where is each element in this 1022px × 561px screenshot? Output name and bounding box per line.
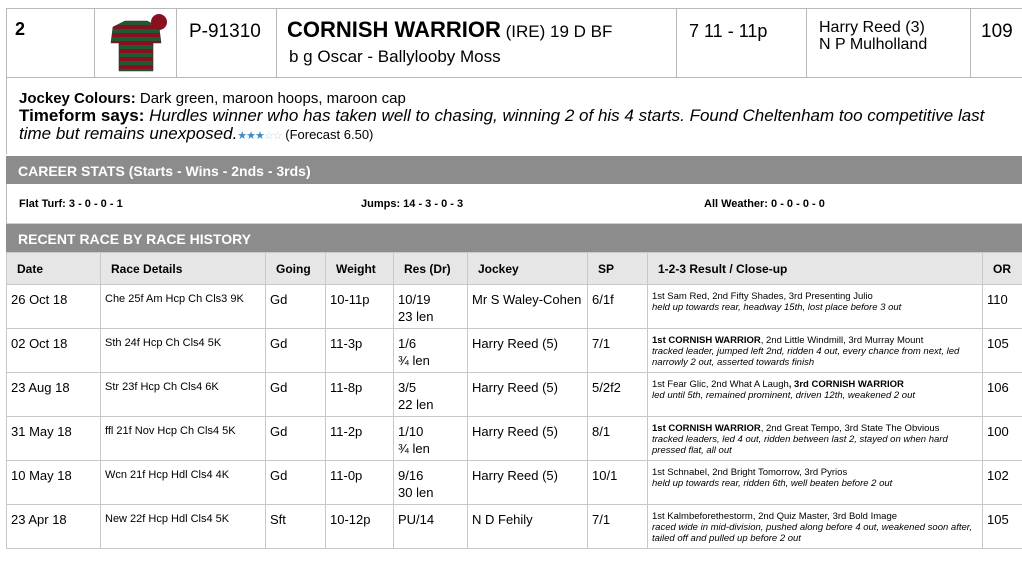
table-row <box>7 373 1022 417</box>
star-rating-icon <box>237 130 281 142</box>
jockey-silks-icon <box>103 13 169 73</box>
table-header-row <box>7 253 1022 285</box>
race-date: 23 Aug 18 <box>7 373 101 417</box>
race-date: 02 Oct 18 <box>7 329 101 373</box>
stat-flat-turf: Flat Turf: 3 - 0 - 0 - 1 <box>19 198 123 210</box>
race-details[interactable]: Wcn 21f Hcp Hdl Cls4 4K <box>101 461 266 505</box>
race-details[interactable]: Str 23f Hcp Ch Cls4 6K <box>101 373 266 417</box>
race-sp: 10/1 <box>588 461 648 505</box>
race-distance: ¾ len <box>398 353 430 368</box>
table-row <box>7 329 1022 373</box>
table-row <box>7 417 1022 461</box>
result-text-a: 1st Schnabel, 2nd Bright Tomorrow, 3rd Pyrios <box>652 467 848 478</box>
stars-on: ★★★ <box>237 130 264 142</box>
race-distance: 22 len <box>398 397 434 412</box>
trainer-name[interactable]: N P Mulholland <box>819 36 928 53</box>
race-jockey: Harry Reed (5) <box>468 329 588 373</box>
race-going: Gd <box>266 329 326 373</box>
race-position: 1/10 <box>398 424 424 439</box>
race-details[interactable]: New 22f Hcp Hdl Cls4 5K <box>101 505 266 549</box>
race-date: 10 May 18 <box>7 461 101 505</box>
race-going: Gd <box>266 417 326 461</box>
race-or: 105 <box>983 505 1022 549</box>
jockey-colours <box>19 90 406 107</box>
race-history-table <box>6 252 1022 549</box>
colours-value: Dark green, maroon hoops, maroon cap <box>135 90 406 107</box>
jockey-name[interactable]: Harry Reed (3) <box>819 19 925 36</box>
race-position: 10/19 <box>398 292 431 307</box>
race-result <box>394 461 468 505</box>
col-weight: Weight <box>326 253 394 285</box>
result-highlight: 1st CORNISH WARRIOR <box>652 335 761 346</box>
race-sp: 8/1 <box>588 417 648 461</box>
result-highlight: 1st CORNISH WARRIOR <box>652 423 761 434</box>
stat-all-weather: All Weather: 0 - 0 - 0 - 0 <box>704 198 825 210</box>
colours-label: Jockey Colours: <box>19 90 136 107</box>
table-row <box>7 285 1022 329</box>
race-weight: 11-2p <box>326 417 394 461</box>
silk-cell <box>95 9 177 77</box>
result-highlight: , 3rd CORNISH WARRIOR <box>788 379 904 390</box>
race-sp: 6/1f <box>588 285 648 329</box>
form-cell <box>177 9 277 77</box>
race-details[interactable]: Che 25f Am Hcp Ch Cls3 9K <box>101 285 266 329</box>
race-sp: 7/1 <box>588 329 648 373</box>
result-placings <box>652 511 978 522</box>
race-jockey: Mr S Waley-Cohen <box>468 285 588 329</box>
stars-off: ☆☆ <box>263 130 282 142</box>
stat-jumps: Jumps: 14 - 3 - 0 - 3 <box>361 198 464 210</box>
race-going: Gd <box>266 373 326 417</box>
race-closeup <box>648 417 983 461</box>
result-text-a: 1st Kalmbeforethestorm, 2nd Quiz Master, 3rd Bold Image <box>652 511 898 522</box>
result-placings <box>652 423 978 434</box>
official-rating: 109 <box>981 21 1013 42</box>
age-weight: 7 11 - 11p <box>689 21 768 41</box>
rating-cell <box>971 9 1022 77</box>
race-jockey: N D Fehily <box>468 505 588 549</box>
race-result <box>394 285 468 329</box>
result-text-b: , 2nd Little Windmill, 3rd Murray Mount <box>760 335 924 346</box>
result-placings <box>652 379 978 390</box>
col-result: Res (Dr) <box>394 253 468 285</box>
col-race-details: Race Details <box>101 253 266 285</box>
race-position: PU/14 <box>398 512 435 527</box>
race-weight: 10-12p <box>326 505 394 549</box>
result-text-a: 1st Fear Glic, 2nd What A Laugh <box>652 379 789 390</box>
race-result <box>394 417 468 461</box>
race-weight: 10-11p <box>326 285 394 329</box>
race-details[interactable]: ffl 21f Nov Hcp Ch Cls4 5K <box>101 417 266 461</box>
race-sp: 5/2f2 <box>588 373 648 417</box>
race-jockey: Harry Reed (5) <box>468 373 588 417</box>
closeup-comment: held up towards rear, headway 15th, lost place before 3 out <box>652 302 902 313</box>
race-going: Gd <box>266 461 326 505</box>
race-or: 102 <box>983 461 1022 505</box>
race-date: 26 Oct 18 <box>7 285 101 329</box>
race-closeup <box>648 461 983 505</box>
race-or: 106 <box>983 373 1022 417</box>
race-or: 110 <box>983 285 1022 329</box>
col-going: Going <box>266 253 326 285</box>
race-distance: 23 len <box>398 309 434 324</box>
closeup-comment: held up towards rear, ridden 6th, well beaten before 2 out <box>652 478 893 489</box>
col-jockey: Jockey <box>468 253 588 285</box>
runner-info <box>6 78 1022 154</box>
race-closeup <box>648 505 983 549</box>
timeform-text: Hurdles winner who has taken well to chasing, winning 2 of his 4 starts. Found Cheltenham too competitive last time but remains unexposed. <box>19 106 985 143</box>
race-position: 9/16 <box>398 468 424 483</box>
col-or: OR <box>983 253 1022 285</box>
result-placings <box>652 335 978 346</box>
form-figures: P-91310 <box>189 21 261 42</box>
result-placings <box>652 467 978 478</box>
race-result <box>394 505 468 549</box>
race-position: 3/5 <box>398 380 417 395</box>
race-closeup <box>648 329 983 373</box>
closeup-comment: raced wide in mid-division, pushed along before 4 out, weakened soon after, tailed off and pulled up before 2 out <box>652 522 973 544</box>
runner-header <box>6 8 1022 78</box>
table-row <box>7 505 1022 549</box>
race-history-header: RECENT RACE BY RACE HISTORY <box>6 224 1022 252</box>
race-jockey: Harry Reed (5) <box>468 417 588 461</box>
runner-number: 2 <box>15 19 26 39</box>
col-date: Date <box>7 253 101 285</box>
jockey-trainer-cell <box>807 9 971 77</box>
table-row <box>7 461 1022 505</box>
horse-name[interactable]: CORNISH WARRIOR <box>287 17 501 42</box>
race-date: 23 Apr 18 <box>7 505 101 549</box>
race-jockey: Harry Reed (5) <box>468 461 588 505</box>
race-or: 100 <box>983 417 1022 461</box>
race-date: 31 May 18 <box>7 417 101 461</box>
career-stats-header: CAREER STATS (Starts - Wins - 2nds - 3rds) <box>6 156 1022 184</box>
timeform-label: Timeform says: <box>19 106 145 125</box>
closeup-comment: tracked leader, jumped left 2nd, ridden 4 out, every chance from next, led narrowly 2 out, asserted towards finish <box>652 346 960 368</box>
breeding: b g Oscar - Ballylooby Moss <box>289 47 501 66</box>
timeform-comment <box>19 107 1009 145</box>
closeup-comment: tracked leaders, led 4 out, ridden between last 2, stayed on when hard pressed flat, all out <box>652 434 948 456</box>
horse-name-line <box>287 17 612 43</box>
race-weight: 11-0p <box>326 461 394 505</box>
race-distance: ¾ len <box>398 441 430 456</box>
race-distance: 30 len <box>398 485 434 500</box>
race-result <box>394 329 468 373</box>
career-stats <box>6 184 1022 224</box>
race-sp: 7/1 <box>588 505 648 549</box>
race-closeup <box>648 285 983 329</box>
col-sp: SP <box>588 253 648 285</box>
col-closeup: 1-2-3 Result / Close-up <box>648 253 983 285</box>
result-placings <box>652 291 978 302</box>
runner-number-cell <box>7 9 95 77</box>
horse-name-suffix: (IRE) 19 D BF <box>500 22 613 41</box>
result-text-b: , 2nd Great Tempo, 3rd State The Obvious <box>760 423 940 434</box>
result-text-a: 1st Sam Red, 2nd Fifty Shades, 3rd Presenting Julio <box>652 291 873 302</box>
age-weight-cell <box>677 9 807 77</box>
race-closeup <box>648 373 983 417</box>
race-going: Sft <box>266 505 326 549</box>
horse-name-cell <box>277 9 677 77</box>
race-position: 1/6 <box>398 336 417 351</box>
race-details[interactable]: Sth 24f Hcp Ch Cls4 5K <box>101 329 266 373</box>
race-weight: 11-3p <box>326 329 394 373</box>
forecast: (Forecast 6.50) <box>281 127 374 142</box>
closeup-comment: led until 5th, remained prominent, driven 12th, weakened 2 out <box>652 390 915 401</box>
race-going: Gd <box>266 285 326 329</box>
race-history-rows <box>7 285 1022 549</box>
race-weight: 11-8p <box>326 373 394 417</box>
race-or: 105 <box>983 329 1022 373</box>
race-result <box>394 373 468 417</box>
